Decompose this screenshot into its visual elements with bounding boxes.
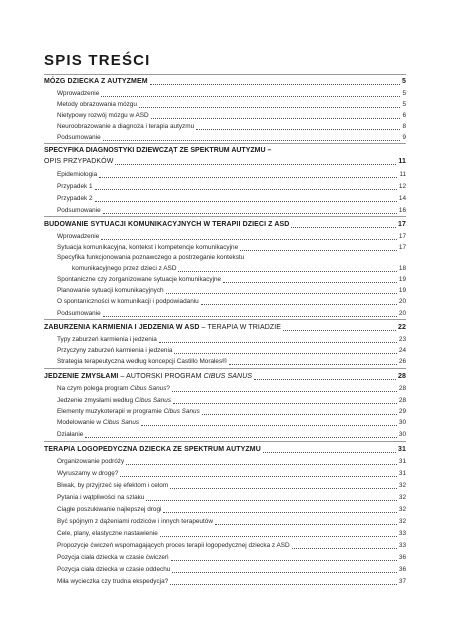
section-divider xyxy=(44,368,406,369)
title-part: Przyczyny zaburzeń karmienia i jedzenia xyxy=(57,347,173,354)
entry-title xyxy=(57,541,290,551)
title-part: Organizowanie podróży xyxy=(57,458,125,465)
title-part: Działanie xyxy=(57,431,84,438)
entry-title xyxy=(57,430,83,440)
page-number: 6 xyxy=(402,112,406,119)
section-divider xyxy=(44,216,406,217)
leader-dots xyxy=(101,96,400,97)
title-part: Cibus Sanus xyxy=(102,419,140,426)
leader-dots xyxy=(254,379,396,380)
page-number: 23 xyxy=(398,336,406,343)
page-number: 32 xyxy=(398,506,406,513)
entry-title xyxy=(57,182,93,192)
entry-title xyxy=(57,133,101,143)
leader-dots xyxy=(141,425,397,426)
page-number: 16 xyxy=(398,207,406,214)
leader-dots xyxy=(95,201,397,202)
page-number: 8 xyxy=(402,123,406,130)
leader-dots xyxy=(171,560,397,561)
leader-dots xyxy=(283,330,396,331)
title-part: Być spójnym z dążeniami rodziców i innych terapeutów xyxy=(57,518,213,525)
title-part: Wyruszamy w drogę? xyxy=(57,470,119,477)
leader-dots xyxy=(166,293,397,294)
title-part: Cibus Sanus xyxy=(134,397,172,404)
entry-title xyxy=(57,469,118,479)
title-part: Strategia terapeutyczna według koncepcji Castillo Morales® xyxy=(57,358,227,365)
entry-title xyxy=(57,418,139,428)
page-number: 17 xyxy=(398,221,406,228)
entry-title xyxy=(57,122,194,132)
title-part: Cibus Sanus xyxy=(130,385,167,392)
title-part: Epidemiologia xyxy=(57,171,98,178)
entry-title xyxy=(57,577,168,587)
leader-dots xyxy=(201,304,397,305)
title-part: Przypadek 1 xyxy=(57,183,93,190)
title-part: BUDOWANIE SYTUACJI KOMUNIKACYJNYCH W TERAPII DZIECI Z ASD xyxy=(44,221,290,228)
entry-title xyxy=(57,286,164,296)
leader-dots xyxy=(291,227,396,228)
page-number: 29 xyxy=(398,408,406,415)
leader-dots xyxy=(240,250,397,251)
title-part: Neuroobrazowanie a diagnoza i terapia autyzmu xyxy=(57,123,195,130)
section-divider xyxy=(44,319,406,320)
entry-title xyxy=(57,481,168,491)
title-part: O spontaniczności w komunikacji i podpowiadaniu xyxy=(57,298,199,305)
chapter-title xyxy=(44,220,289,230)
leader-dots xyxy=(263,452,396,453)
section-divider xyxy=(44,441,406,442)
chapter-title xyxy=(44,372,252,382)
entry-title xyxy=(57,565,170,575)
entry-title xyxy=(57,346,172,356)
title-part: – AUTORSKI PROGRAM xyxy=(118,373,204,380)
chapter-title xyxy=(44,323,281,333)
leader-dots xyxy=(170,488,397,489)
title-part: MÓZG DZIECKA Z AUTYZMEM xyxy=(44,78,148,85)
page-number: 30 xyxy=(398,419,406,426)
leader-dots xyxy=(126,464,397,465)
page-number: 37 xyxy=(398,578,406,585)
leader-dots xyxy=(103,316,397,317)
title-part: Sytuacja komunikacyjna, kontekst i kompetencje komunikacyjne xyxy=(57,244,239,251)
leader-dots xyxy=(99,177,397,178)
title-part: Pozycja ciała dziecka w czasie oddechu xyxy=(57,566,171,573)
leader-dots xyxy=(173,403,397,404)
page-number: 5 xyxy=(402,101,406,108)
title-part: Jedzenie zmysłami według xyxy=(57,397,135,404)
leader-dots xyxy=(159,342,397,343)
entry-title xyxy=(57,396,171,406)
entry-title xyxy=(57,111,149,121)
title-part: Podsumowanie xyxy=(57,134,101,141)
page-number: 20 xyxy=(398,298,406,305)
entry-title xyxy=(57,309,101,319)
leader-dots xyxy=(172,572,397,573)
entry-title xyxy=(57,100,137,110)
page-number: 12 xyxy=(398,183,406,190)
entry-title xyxy=(57,505,161,515)
page-number: 22 xyxy=(398,324,406,331)
leader-dots xyxy=(101,239,397,240)
title-part: Propozycje ćwiczeń wspomagających proces terapii logopedycznej dziecka z ASD xyxy=(57,542,290,549)
page-number: 28 xyxy=(398,397,406,404)
title-part: Cele, plany, elastyczne nastawienie xyxy=(57,530,158,537)
page-number: 31 xyxy=(398,458,406,465)
leader-dots xyxy=(151,118,401,119)
page-number: 19 xyxy=(398,287,406,294)
leader-dots xyxy=(163,512,396,513)
leader-dots xyxy=(174,353,396,354)
leader-dots xyxy=(172,391,397,392)
leader-dots xyxy=(178,271,396,272)
title-part: Modelowanie w xyxy=(57,419,103,426)
toc-title: SPIS TREŚCI xyxy=(44,52,151,69)
leader-dots xyxy=(160,536,397,537)
entry-title xyxy=(57,170,97,180)
page-number: 19 xyxy=(398,276,406,283)
leader-dots xyxy=(103,140,401,141)
page-number: 32 xyxy=(398,494,406,501)
page-number: 30 xyxy=(398,431,406,438)
title-part: Wprowadzenie xyxy=(57,90,100,97)
title-part: Elementy muzykoterapii w programie xyxy=(57,408,164,415)
title-part: TERAPIA LOGOPEDYCZNA DZIECKA ZE SPEKTRUM AUTYZMU xyxy=(44,446,261,453)
page-number: 18 xyxy=(398,265,406,272)
title-part: ? xyxy=(166,385,170,392)
entry-title xyxy=(57,529,158,539)
page-number: 31 xyxy=(398,470,406,477)
title-part: JEDZENIE ZMYSŁAMI xyxy=(44,373,119,380)
page-number: 33 xyxy=(398,542,406,549)
page-number: 5 xyxy=(402,78,406,85)
leader-dots xyxy=(146,500,397,501)
chapter-title xyxy=(44,157,113,167)
title-part: Pozycja ciała dziecka w czasie ćwiczeń xyxy=(57,554,169,561)
title-part: Przypadek 2 xyxy=(57,195,93,202)
entry-title xyxy=(57,194,93,204)
leader-dots xyxy=(139,107,401,108)
leader-dots xyxy=(115,164,396,165)
title-part: Nietypowy rozwój mózgu w ASD xyxy=(57,112,149,119)
leader-dots xyxy=(202,414,397,415)
page-number: 33 xyxy=(398,530,406,537)
page-number: 28 xyxy=(398,373,406,380)
title-part: Biwak, by przyjrzeć się efektom i celom xyxy=(57,482,169,489)
leader-dots xyxy=(229,364,397,365)
leader-dots xyxy=(292,548,397,549)
page-number: 17 xyxy=(398,244,406,251)
leader-dots xyxy=(196,129,400,130)
page-number: 26 xyxy=(398,358,406,365)
leader-dots xyxy=(223,282,397,283)
title-part: CIBUS SANUS xyxy=(203,373,253,380)
entry-title xyxy=(57,206,101,216)
entry-title xyxy=(57,553,169,563)
title-part: Metody obrazowania mózgu xyxy=(57,101,137,108)
page-number: 24 xyxy=(398,347,406,354)
title-part: Podsumowanie xyxy=(57,310,101,317)
leader-dots xyxy=(103,213,397,214)
leader-dots xyxy=(85,437,397,438)
page-number: 36 xyxy=(398,554,406,561)
page-number: 28 xyxy=(398,385,406,392)
title-part: – TERAPIA W TRIADZIE xyxy=(199,324,282,331)
page-number: 31 xyxy=(398,446,406,453)
title-part: Podsumowanie xyxy=(57,207,101,214)
entry-title xyxy=(57,457,124,467)
page-number: 11 xyxy=(399,171,406,178)
title-part: Ciągłe poszukiwanie najlepszej drogi xyxy=(57,506,162,513)
entry-title xyxy=(57,335,157,345)
page-number: 14 xyxy=(398,195,406,202)
entry-title xyxy=(57,243,238,253)
leader-dots xyxy=(120,476,397,477)
entry-title xyxy=(57,297,199,307)
title-part: Planowanie sytuacji komunikacyjnych xyxy=(57,287,164,294)
page-number: 20 xyxy=(398,310,406,317)
entry-title xyxy=(57,275,221,285)
leader-dots xyxy=(170,584,397,585)
entry-title xyxy=(57,493,144,503)
leader-dots xyxy=(150,84,400,85)
title-part: Na czym polega program xyxy=(57,385,131,392)
page-number: 11 xyxy=(398,158,406,165)
title-part: Spontaniczne czy zorganizowane sytuacje komunikacyjne xyxy=(57,276,222,283)
leader-dots xyxy=(215,524,397,525)
page-number: 17 xyxy=(398,233,406,240)
entry-title xyxy=(57,89,99,99)
entry-first-line: Specyfika funkcjonowania poznawczego a postrzeganie kontekstu xyxy=(57,254,245,261)
page-number: 5 xyxy=(402,90,406,97)
title-part: Typy zaburzeń karmienia i jedzenia xyxy=(57,336,157,343)
entry-title-continuation: komunikacyjnego przez dzieci z ASD xyxy=(72,265,177,272)
page-number: 32 xyxy=(398,518,406,525)
title-part: ZABURZENIA KARMIENIA I JEDZENIA W ASD xyxy=(44,324,200,331)
page-number: 32 xyxy=(398,482,406,489)
page-number: 36 xyxy=(398,566,406,573)
entry-title xyxy=(57,232,99,242)
section-divider xyxy=(44,143,406,144)
title-part: Cibus Sanus xyxy=(163,408,200,415)
title-part: OPIS PRZYPADKÓW xyxy=(44,158,114,165)
chapter-heading-first-line: SPECYFIKA DIAGNOSTYKI DZIEWCZĄT ZE SPEKTRUM AUTYZMU – xyxy=(44,147,272,154)
title-part: Wprowadzenie xyxy=(57,233,100,240)
entry-title xyxy=(57,357,227,367)
chapter-title xyxy=(44,77,148,87)
entry-title xyxy=(57,384,170,394)
section-divider xyxy=(44,74,406,75)
title-part: Miła wycieczka czy trudna ekspedycja? xyxy=(57,578,169,585)
leader-dots xyxy=(95,189,397,190)
entry-title xyxy=(57,407,200,417)
page-number: 9 xyxy=(402,134,406,141)
chapter-title xyxy=(44,445,261,455)
title-part: Pytania i wątpliwości na szlaku xyxy=(57,494,145,501)
entry-title xyxy=(57,517,213,527)
